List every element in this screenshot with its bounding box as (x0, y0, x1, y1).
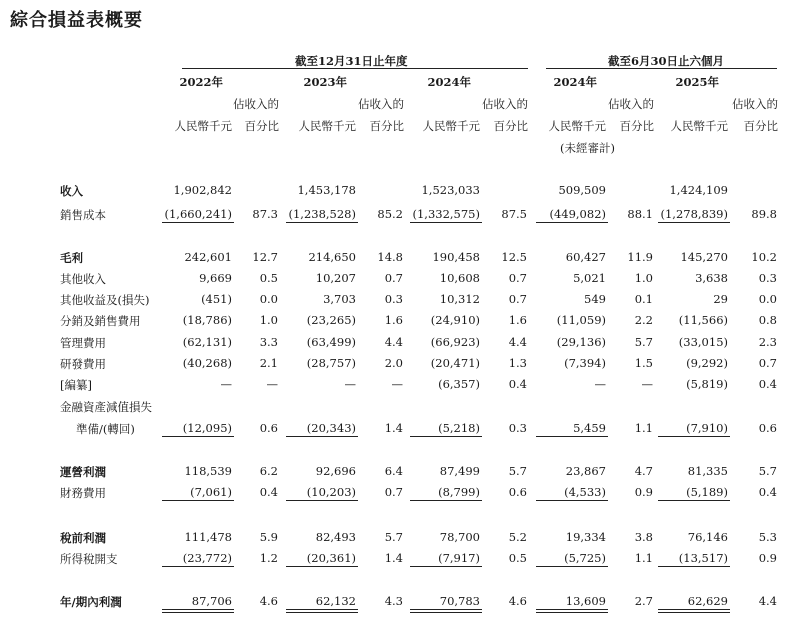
amount-underline (162, 222, 234, 223)
amount-underline (286, 609, 358, 610)
amount-cell: (12,095) (182, 421, 232, 435)
percent-cell: 1.0 (634, 271, 653, 285)
percent-cell: 0.7 (508, 292, 527, 306)
percent-cell: 5.2 (508, 530, 527, 544)
amount-cell: 78,700 (439, 530, 480, 544)
amount-underline (410, 436, 482, 437)
percent-cell: 0.6 (259, 421, 278, 435)
row-label: 運營利潤 (60, 465, 106, 479)
currency-header: 人民幣千元 (174, 119, 232, 133)
amount-cell: (23,265) (306, 313, 356, 327)
percent-cell: 87.3 (252, 207, 278, 221)
amount-underline (162, 566, 234, 567)
percent-cell: 5.7 (758, 464, 777, 478)
amount-cell: 62,629 (687, 594, 728, 608)
amount-cell: (5,819) (686, 377, 728, 391)
amount-cell: (7,910) (686, 421, 728, 435)
percent-cell: 1.3 (508, 356, 527, 370)
amount-underline (536, 500, 608, 501)
amount-cell: (1,278,839) (660, 207, 728, 221)
percent-cell: 85.2 (377, 207, 403, 221)
pct-header-line2: 百分比 (493, 119, 528, 133)
percent-cell: 0.1 (634, 292, 653, 306)
amount-cell: (66,923) (430, 335, 480, 349)
amount-cell: 1,902,842 (173, 183, 232, 197)
percent-cell: 5.9 (259, 530, 278, 544)
amount-cell: 3,638 (695, 271, 728, 285)
pct-header-line1: 佔收入的 (732, 97, 778, 111)
percent-cell: 0.7 (508, 271, 527, 285)
period-header-half: 截至6月30日止六個月 (608, 54, 725, 68)
percent-cell: 0.3 (758, 271, 777, 285)
currency-header: 人民幣千元 (548, 119, 606, 133)
percent-cell: 1.6 (508, 313, 527, 327)
percent-cell: 4.7 (634, 464, 653, 478)
amount-cell: (7,061) (190, 485, 232, 499)
amount-cell: 1,424,109 (669, 183, 728, 197)
page-title: 綜合損益表概要 (10, 10, 143, 31)
amount-cell: 145,270 (680, 250, 728, 264)
percent-cell: 10.2 (751, 250, 777, 264)
year-header: 2025年 (675, 75, 719, 89)
percent-cell: 5.7 (634, 335, 653, 349)
amount-underline (286, 500, 358, 501)
amount-underline (162, 612, 234, 613)
percent-cell: 2.2 (634, 313, 653, 327)
amount-cell: (5,218) (438, 421, 480, 435)
amount-underline (286, 566, 358, 567)
amount-cell: (7,394) (564, 356, 606, 370)
currency-header: 人民幣千元 (422, 119, 480, 133)
amount-cell: (5,189) (686, 485, 728, 499)
percent-cell: 89.8 (751, 207, 777, 221)
amount-cell: 10,608 (439, 271, 480, 285)
amount-cell: 242,601 (184, 250, 232, 264)
amount-cell: 111,478 (184, 530, 232, 544)
year-header: 2024年 (553, 75, 597, 89)
percent-cell: 1.6 (384, 313, 403, 327)
percent-cell: 2.3 (758, 335, 777, 349)
amount-cell: (6,357) (438, 377, 480, 391)
amount-cell: 60,427 (565, 250, 606, 264)
percent-cell: 4.4 (758, 594, 777, 608)
amount-cell: (62,131) (182, 335, 232, 349)
percent-cell: 4.6 (508, 594, 527, 608)
amount-cell: (23,772) (182, 551, 232, 565)
percent-cell: 4.3 (384, 594, 403, 608)
amount-cell: 5,021 (573, 271, 606, 285)
percent-cell: 12.5 (501, 250, 527, 264)
period-header-rule (182, 68, 528, 69)
percent-cell: 0.0 (259, 292, 278, 306)
percent-cell: 5.7 (384, 530, 403, 544)
row-label: 其他收益及(損失) (60, 293, 150, 307)
amount-cell: (11,059) (556, 313, 606, 327)
row-label: 其他收入 (60, 272, 106, 286)
row-label: 研發費用 (60, 357, 106, 371)
percent-cell: 2.7 (634, 594, 653, 608)
amount-underline (410, 222, 482, 223)
percent-cell: 0.5 (259, 271, 278, 285)
amount-cell: (20,343) (306, 421, 356, 435)
year-header: 2023年 (303, 75, 347, 89)
percent-cell: — (391, 377, 403, 391)
percent-cell: 12.7 (252, 250, 278, 264)
percent-cell: 87.5 (501, 207, 527, 221)
percent-cell: — (641, 377, 653, 391)
pct-header-line2: 百分比 (743, 119, 778, 133)
percent-cell: 0.3 (384, 292, 403, 306)
row-label: 銷售成本 (60, 208, 106, 222)
amount-underline (536, 566, 608, 567)
row-label: 分銷及銷售費用 (60, 314, 141, 328)
row-label: 金融資產減值損失 (60, 400, 152, 414)
percent-cell: 0.4 (508, 377, 527, 391)
amount-cell: (28,757) (306, 356, 356, 370)
percent-cell: 14.8 (377, 250, 403, 264)
amount-cell: 1,523,033 (421, 183, 480, 197)
amount-cell: 82,493 (315, 530, 356, 544)
amount-cell: 10,207 (315, 271, 356, 285)
period-header-rule (546, 68, 777, 69)
amount-cell: (449,082) (549, 207, 606, 221)
amount-underline (658, 609, 730, 610)
amount-cell: (1,332,575) (412, 207, 480, 221)
amount-cell: 92,696 (315, 464, 356, 478)
amount-underline (658, 500, 730, 501)
pct-header-line2: 百分比 (244, 119, 279, 133)
percent-cell: 1.5 (634, 356, 653, 370)
amount-cell: 76,146 (687, 530, 728, 544)
amount-underline (536, 612, 608, 613)
amount-cell: — (594, 377, 606, 391)
amount-cell: 87,706 (191, 594, 232, 608)
amount-underline (658, 222, 730, 223)
pct-header-line1: 佔收入的 (358, 97, 404, 111)
percent-cell: 1.2 (259, 551, 278, 565)
percent-cell: 0.5 (508, 551, 527, 565)
percent-cell: 0.4 (259, 485, 278, 499)
percent-cell: 4.6 (259, 594, 278, 608)
percent-cell: 0.4 (758, 377, 777, 391)
percent-cell: 0.9 (758, 551, 777, 565)
percent-cell: 6.4 (384, 464, 403, 478)
percent-cell: 0.9 (634, 485, 653, 499)
amount-cell: 29 (713, 292, 728, 306)
pct-header-line1: 佔收入的 (608, 97, 654, 111)
amount-cell: 1,453,178 (297, 183, 356, 197)
amount-cell: 70,783 (439, 594, 480, 608)
amount-cell: 81,335 (687, 464, 728, 478)
amount-underline (286, 222, 358, 223)
amount-cell: 13,609 (565, 594, 606, 608)
amount-cell: (33,015) (678, 335, 728, 349)
amount-underline (410, 612, 482, 613)
percent-cell: 2.0 (384, 356, 403, 370)
row-label: 管理費用 (60, 336, 106, 350)
amount-underline (658, 566, 730, 567)
percent-cell: 1.4 (384, 421, 403, 435)
amount-underline (286, 436, 358, 437)
amount-cell: 214,650 (308, 250, 356, 264)
amount-cell: (20,471) (430, 356, 480, 370)
amount-cell: (9,292) (686, 356, 728, 370)
currency-header: 人民幣千元 (670, 119, 728, 133)
amount-underline (536, 222, 608, 223)
amount-cell: 3,703 (323, 292, 356, 306)
row-label: 財務費用 (60, 486, 106, 500)
unaudited-note: (未經審計) (560, 141, 615, 155)
amount-underline (410, 609, 482, 610)
amount-cell: 190,458 (432, 250, 480, 264)
amount-underline (536, 436, 608, 437)
percent-cell: 0.8 (758, 313, 777, 327)
percent-cell: 2.1 (259, 356, 278, 370)
percent-cell: 5.7 (508, 464, 527, 478)
percent-cell: 0.6 (508, 485, 527, 499)
amount-underline (658, 436, 730, 437)
row-label: 毛利 (60, 251, 83, 265)
amount-cell: 10,312 (439, 292, 480, 306)
amount-cell: (451) (201, 292, 232, 306)
amount-cell: (20,361) (306, 551, 356, 565)
amount-cell: 19,334 (565, 530, 606, 544)
amount-cell: (13,517) (678, 551, 728, 565)
amount-cell: (4,533) (564, 485, 606, 499)
percent-cell: 0.7 (384, 271, 403, 285)
amount-cell: (1,660,241) (164, 207, 232, 221)
amount-underline (410, 500, 482, 501)
amount-underline (162, 609, 234, 610)
amount-cell: 23,867 (565, 464, 606, 478)
amount-cell: (63,499) (306, 335, 356, 349)
row-label: 所得稅開支 (60, 552, 118, 566)
percent-cell: 3.3 (259, 335, 278, 349)
row-label: 準備/(轉回) (76, 422, 135, 436)
amount-cell: (24,910) (430, 313, 480, 327)
amount-cell: (5,725) (564, 551, 606, 565)
percent-cell: 5.3 (758, 530, 777, 544)
percent-cell: — (266, 377, 278, 391)
amount-cell: (10,203) (306, 485, 356, 499)
amount-cell: 5,459 (573, 421, 606, 435)
percent-cell: 88.1 (627, 207, 653, 221)
percent-cell: 0.7 (758, 356, 777, 370)
amount-underline (162, 500, 234, 501)
amount-underline (410, 566, 482, 567)
amount-underline (536, 609, 608, 610)
percent-cell: 1.1 (634, 421, 653, 435)
amount-cell: — (220, 377, 232, 391)
period-header-year: 截至12月31日止年度 (295, 54, 408, 68)
amount-cell: 549 (584, 292, 606, 306)
percent-cell: 4.4 (384, 335, 403, 349)
percent-cell: 1.0 (259, 313, 278, 327)
pct-header-line2: 百分比 (619, 119, 654, 133)
percent-cell: 11.9 (627, 250, 653, 264)
year-header: 2024年 (427, 75, 471, 89)
amount-cell: (1,238,528) (288, 207, 356, 221)
amount-cell: (11,566) (678, 313, 728, 327)
amount-underline (658, 612, 730, 613)
row-label: 稅前利潤 (60, 531, 106, 545)
percent-cell: 0.3 (508, 421, 527, 435)
amount-cell: (7,917) (438, 551, 480, 565)
year-header: 2022年 (179, 75, 223, 89)
amount-cell: 87,499 (439, 464, 480, 478)
amount-cell: (40,268) (182, 356, 232, 370)
row-label: [編纂] (60, 378, 92, 392)
amount-cell: (18,786) (182, 313, 232, 327)
amount-cell: — (344, 377, 356, 391)
amount-cell: (29,136) (556, 335, 606, 349)
percent-cell: 3.8 (634, 530, 653, 544)
amount-underline (162, 436, 234, 437)
amount-cell: 509,509 (558, 183, 606, 197)
percent-cell: 6.2 (259, 464, 278, 478)
percent-cell: 0.0 (758, 292, 777, 306)
amount-cell: 9,669 (199, 271, 232, 285)
pct-header-line1: 佔收入的 (233, 97, 279, 111)
percent-cell: 1.4 (384, 551, 403, 565)
percent-cell: 1.1 (634, 551, 653, 565)
row-label: 年/期內利潤 (60, 595, 122, 609)
amount-cell: 118,539 (184, 464, 232, 478)
percent-cell: 4.4 (508, 335, 527, 349)
pct-header-line1: 佔收入的 (482, 97, 528, 111)
percent-cell: 0.4 (758, 485, 777, 499)
percent-cell: 0.6 (758, 421, 777, 435)
amount-cell: 62,132 (315, 594, 356, 608)
row-label: 收入 (60, 184, 83, 198)
percent-cell: 0.7 (384, 485, 403, 499)
currency-header: 人民幣千元 (298, 119, 356, 133)
amount-cell: (8,799) (438, 485, 480, 499)
amount-underline (286, 612, 358, 613)
pct-header-line2: 百分比 (369, 119, 404, 133)
